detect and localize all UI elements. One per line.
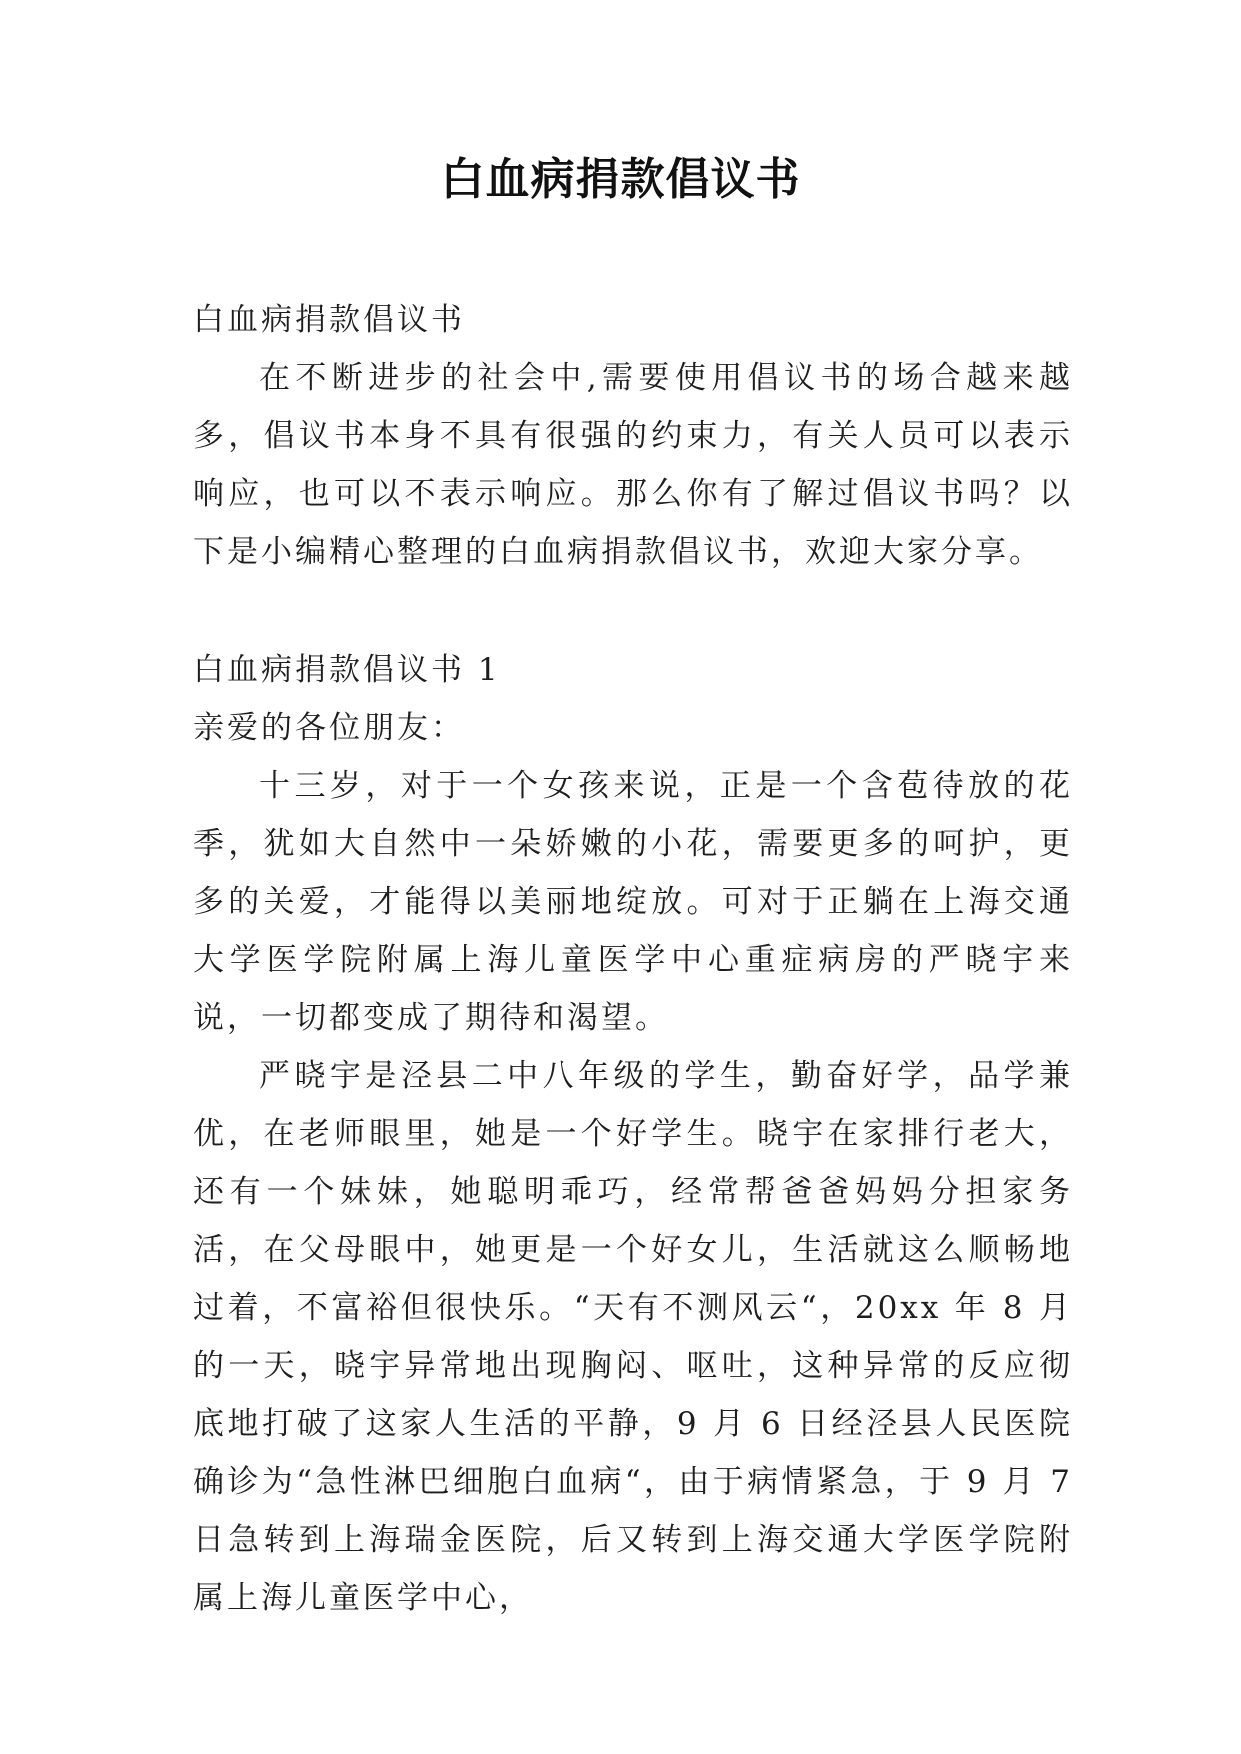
- greeting-line: 亲爱的各位朋友：: [193, 710, 465, 746]
- document-subtitle: 白血病捐款倡议书: [193, 302, 465, 338]
- body-paragraph-1: 十三岁，对于一个女孩来说，正是一个含苞待放的花季，犹如大自然中一朵娇嫩的小花，需要更多的呵护，更多的关爱，才能得以美丽地绽放。可对于正躺在上海交通大学医学院附属上海儿童医学中心重症病房的严晓宇来说，一切都变成了期待和渴望。: [193, 768, 1073, 1036]
- intro-block: [193, 291, 1073, 581]
- intro-paragraph: 在不断进步的社会中,需要使用倡议书的场合越来越多，倡议书本身不具有很强的约束力，有关人员可以表示响应，也可以不表示响应。那么你有了解过倡议书吗？以下是小编精心整理的白血病捐款倡议书，欢迎大家分享。: [193, 360, 1073, 570]
- document-title: 白血病捐款倡议书: [440, 154, 801, 205]
- body-paragraph-2: 严晓宇是泾县二中八年级的学生，勤奋好学，品学兼优，在老师眼里，她是一个好学生。晓宇在家排行老大，还有一个妹妹，她聪明乖巧，经常帮爸爸妈妈分担家务活，在父母眼中，她更是一个好女儿，生活就这么顺畅地过着，不富裕但很快乐。“天有不测风云“，20xx 年 8 月的一天，晓宇异常地出现胸闷、呕吐，这种异常的反应彻底地打破了这家人生活的平静，9 月 6 日经泾县人民医院确诊为“急性淋巴细胞白血病“，由于病情紧急，于 9 月 7 日急转到上海瑞金医院，后又转到上海交通大学医学院附属上海儿童医学中心，: [193, 1058, 1073, 1616]
- section-1: [193, 641, 1073, 1627]
- section-heading: 白血病捐款倡议书 1: [193, 652, 501, 688]
